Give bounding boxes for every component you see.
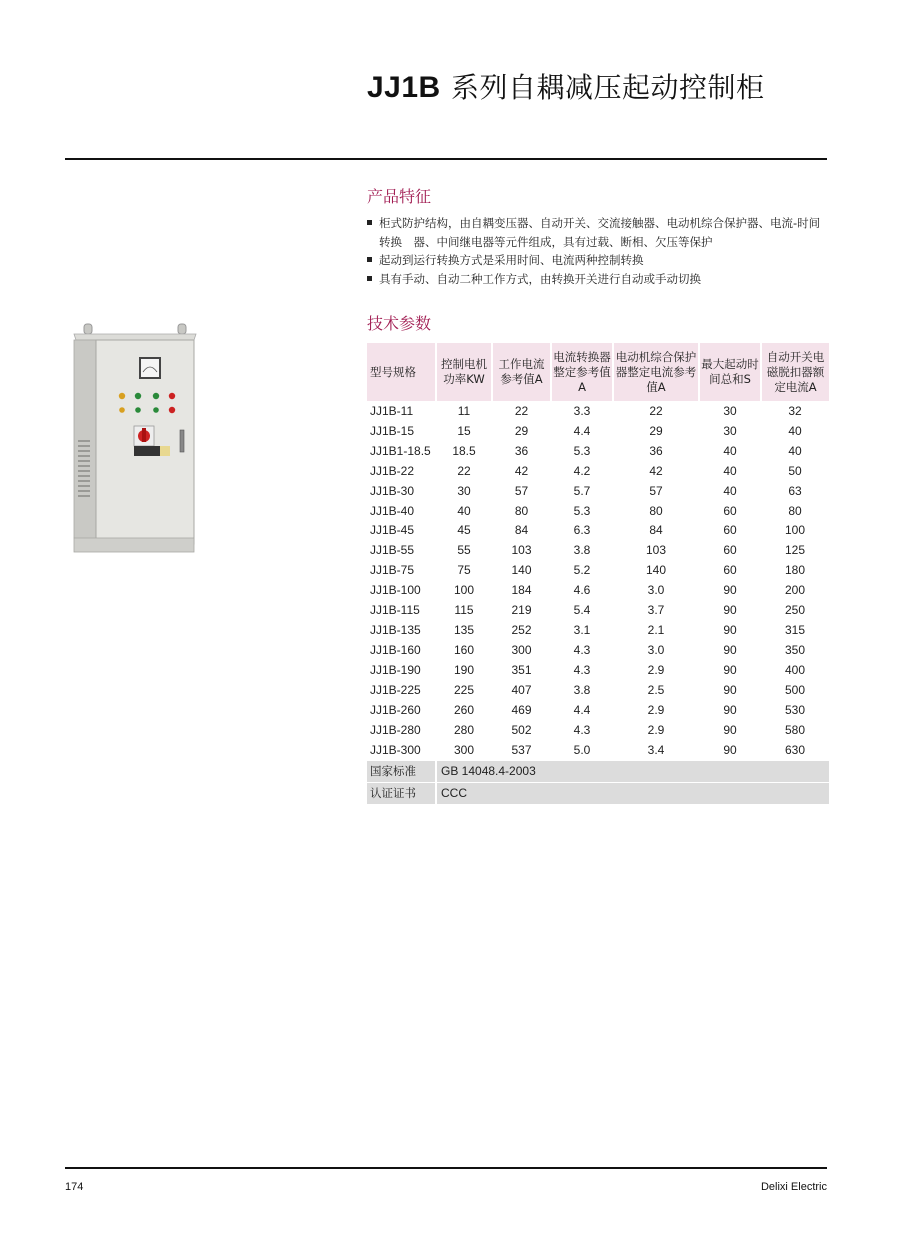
table-cell: 3.7 [647,603,665,618]
table-row [367,521,829,541]
table-cell: 45 [457,523,471,538]
table-row [367,600,829,620]
table-cell: 4.3 [573,722,591,737]
table-cell: 160 [453,643,475,658]
table-row [367,461,829,481]
model-cell: JJ1B-260 [370,702,421,717]
table-cell: 80 [788,503,802,518]
table-cell: 42 [514,463,529,478]
table-row [367,680,829,700]
certificate-row [367,782,829,804]
model-cell: JJ1B-40 [370,503,415,518]
standard-row [367,760,829,782]
table-cell: 100 [784,523,806,538]
top-divider [65,158,827,160]
table-cell: 103 [645,543,667,558]
table-cell: 2.1 [647,623,665,638]
table-cell: 4.2 [573,463,591,478]
model-cell: JJ1B-55 [370,543,415,558]
model-cell: JJ1B-115 [370,603,420,618]
table-cell: 90 [723,742,737,757]
table-cell: 60 [723,523,737,538]
features-list [367,214,829,288]
model-cell: JJ1B-190 [370,662,421,677]
model-cell: JJ1B-75 [370,563,415,578]
bottom-divider [65,1167,827,1169]
table-cell: 200 [784,583,806,598]
table-cell: 580 [784,722,806,737]
standard-value: GB 14048.4-2003 [436,760,829,782]
table-row [367,421,829,441]
table-row [367,620,829,640]
table-cell: 5.7 [573,483,591,498]
table-cell: 140 [645,563,667,578]
column-header: 电流转换器整定参考值A [551,343,613,401]
table-cell: 3.1 [573,623,591,638]
certificate-value: CCC [436,782,829,804]
table-cell: 225 [453,682,475,697]
spec-table-body [367,401,829,760]
table-cell: 5.3 [573,443,591,458]
table-cell: 219 [511,603,532,618]
table-cell: 400 [784,662,806,677]
table-row [367,401,829,421]
table-cell: 190 [453,662,475,677]
table-row [367,540,829,560]
table-cell: 4.3 [573,662,591,677]
table-cell: 5.3 [573,503,591,518]
table-cell: 30 [457,483,471,498]
model-cell: JJ1B-100 [370,583,421,598]
table-cell: 184 [511,583,532,598]
table-cell: 125 [784,543,806,558]
table-cell: 3.8 [573,543,591,558]
table-cell: 252 [511,623,532,638]
title-code: JJ1B [367,71,441,104]
table-cell: 40 [788,423,802,438]
table-cell: 135 [453,623,475,638]
certificate-label: 认证证书 [367,782,436,804]
table-cell: 22 [457,463,471,478]
table-cell: 90 [723,583,737,598]
table-cell: 90 [723,722,737,737]
model-cell: JJ1B1-18.5 [370,443,431,458]
feature-item: 起动到运行转换方式是采用时间、电流两种控制转换 [367,251,829,270]
features-heading: 产品特征 [367,187,432,206]
model-cell: JJ1B-135 [370,623,421,638]
table-cell: 351 [511,662,532,677]
table-header-row [367,343,829,401]
table-cell: 5.2 [573,563,591,578]
table-cell: 57 [514,483,529,498]
table-cell: 22 [514,403,529,418]
table-cell: 300 [453,742,475,757]
model-cell: JJ1B-15 [370,423,415,438]
table-row [367,640,829,660]
model-cell: JJ1B-22 [370,463,415,478]
table-cell: 2.9 [647,662,665,677]
table-cell: 280 [453,722,475,737]
table-cell: 90 [723,623,737,638]
table-cell: 75 [457,563,471,578]
table-cell: 407 [511,682,532,697]
table-cell: 36 [649,443,663,458]
table-cell: 5.0 [573,742,591,757]
table-cell: 57 [649,483,663,498]
model-cell: JJ1B-300 [370,742,421,757]
table-cell: 2.9 [647,702,665,717]
table-cell: 469 [511,702,532,717]
table-cell: 300 [511,643,532,658]
model-cell: JJ1B-11 [370,403,414,418]
table-cell: 2.5 [647,682,665,697]
table-cell: 530 [784,702,806,717]
table-cell: 11 [457,403,471,418]
table-cell: 84 [514,523,529,538]
table-cell: 84 [649,523,663,538]
table-cell: 60 [723,543,737,558]
table-cell: 4.3 [573,643,591,658]
column-header: 自动开关电磁脱扣器额定电流A [761,343,829,401]
table-row [367,560,829,580]
table-cell: 500 [784,682,806,697]
table-cell: 40 [723,443,737,458]
table-row [367,501,829,521]
table-cell: 55 [457,543,471,558]
table-cell: 50 [788,463,802,478]
table-cell: 180 [784,563,806,578]
column-header: 最大起动时间总和S [699,343,761,401]
table-cell: 29 [514,423,529,438]
table-cell: 36 [514,443,529,458]
table-row [367,700,829,720]
model-cell: JJ1B-280 [370,722,421,737]
table-row [367,580,829,600]
control-cabinet-image [70,322,200,554]
table-cell: 18.5 [452,443,476,458]
table-cell: 4.4 [573,423,591,438]
standard-label: 国家标准 [367,760,436,782]
table-cell: 3.3 [573,403,591,418]
table-cell: 140 [511,563,532,578]
table-cell: 32 [788,403,802,418]
column-header: 工作电流参考值A [492,343,551,401]
table-cell: 29 [649,423,663,438]
column-header: 控制电机功率KW [436,343,492,401]
table-cell: 3.4 [647,742,665,757]
table-cell: 30 [723,423,737,438]
table-cell: 63 [788,483,802,498]
page-title [367,66,764,106]
table-cell: 2.9 [647,722,665,737]
table-cell: 90 [723,603,737,618]
table-row [367,720,829,740]
table-cell: 115 [454,603,474,618]
table-row [367,740,829,760]
table-cell: 60 [723,563,737,578]
table-row [367,441,829,461]
table-cell: 90 [723,643,737,658]
table-cell: 80 [514,503,529,518]
table-cell: 40 [723,483,737,498]
brand-name: Delixi Electric [760,1181,827,1193]
spec-table [367,343,829,804]
model-cell: JJ1B-30 [370,483,415,498]
table-cell: 250 [784,603,806,618]
table-cell: 4.6 [573,583,591,598]
table-cell: 40 [723,463,737,478]
table-cell: 3.0 [647,643,665,658]
table-cell: 537 [511,742,532,757]
table-row [367,481,829,501]
feature-item: 柜式防护结构，由自耦变压器、自动开关、交流接触器、电动机综合保护器、电流-时间转换 器、中间继电器等元件组成，具有过载、断相、欠压等保护 [367,214,829,251]
column-header: 电动机综合保护器整定电流参考值A [613,343,699,401]
table-cell: 103 [511,543,532,558]
table-cell: 260 [453,702,475,717]
table-cell: 22 [649,403,663,418]
table-cell: 100 [453,583,475,598]
table-cell: 15 [457,423,471,438]
table-cell: 90 [723,682,737,697]
model-cell: JJ1B-160 [370,643,421,658]
table-cell: 502 [511,722,532,737]
table-cell: 315 [784,623,806,638]
table-cell: 40 [457,503,471,518]
model-cell: JJ1B-225 [370,682,421,697]
table-cell: 60 [723,503,737,518]
column-header: 型号规格 [367,343,436,401]
feature-item: 具有手动、自动二种工作方式，由转换开关进行自动或手动切换 [367,270,829,289]
model-cell: JJ1B-45 [370,523,415,538]
table-cell: 90 [723,702,737,717]
table-cell: 350 [784,643,806,658]
title-name: 系列自耦减压起动控制柜 [450,71,765,104]
table-cell: 90 [723,662,737,677]
table-cell: 30 [723,403,737,418]
page-number: 174 [65,1181,84,1193]
table-cell: 3.8 [573,682,591,697]
table-cell: 42 [649,463,663,478]
specs-heading: 技术参数 [367,314,432,333]
table-cell: 5.4 [573,603,591,618]
table-cell: 3.0 [647,583,665,598]
table-cell: 80 [649,503,663,518]
table-row [367,660,829,680]
table-cell: 4.4 [573,702,591,717]
table-cell: 40 [788,443,802,458]
table-cell: 630 [784,742,806,757]
table-cell: 6.3 [573,523,591,538]
